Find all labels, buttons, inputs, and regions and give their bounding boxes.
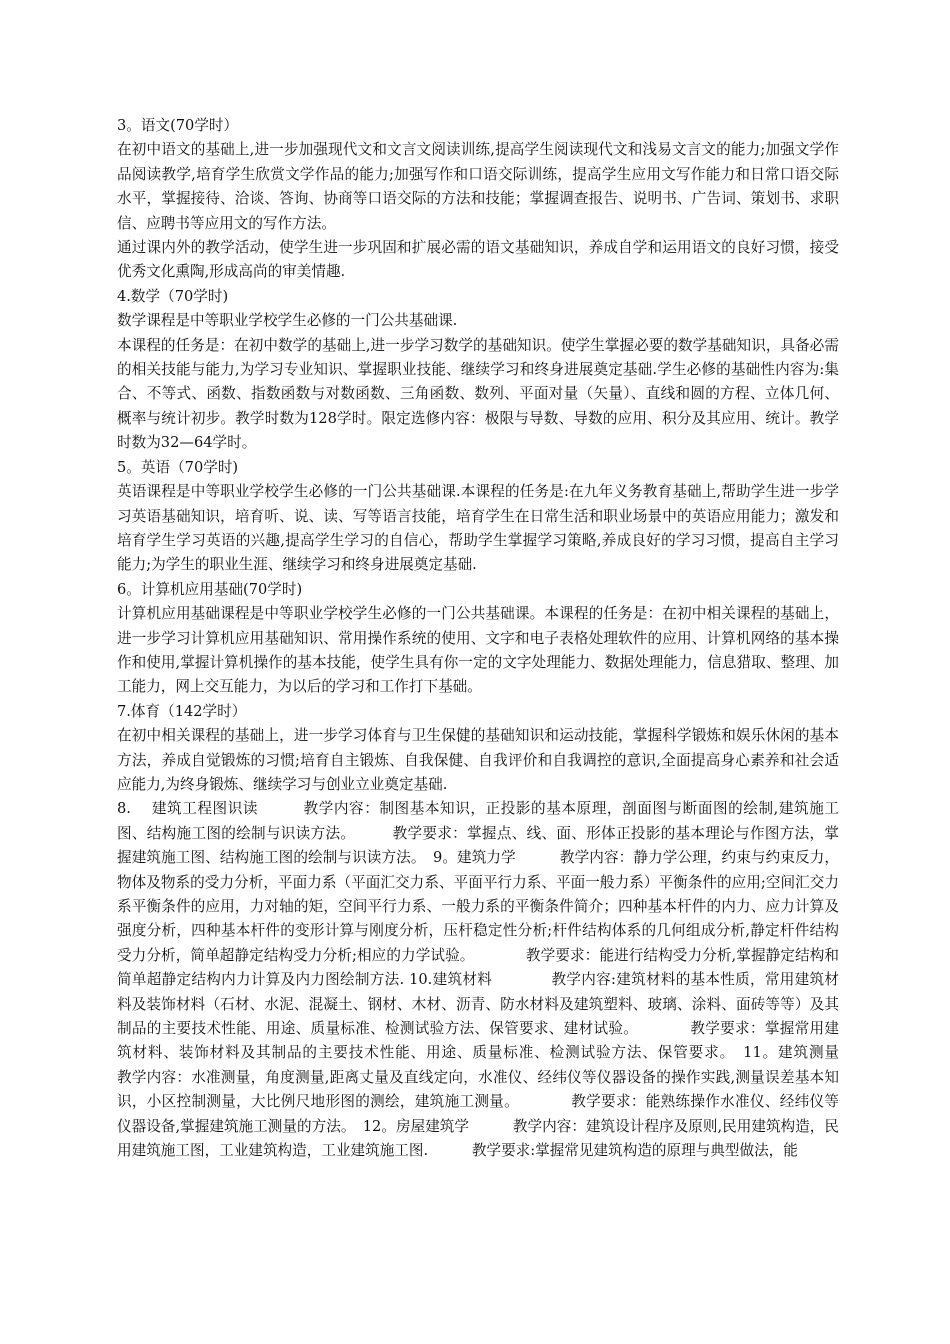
paragraph-math-intro: 数学课程是中等职业学校学生必修的一门公共基础课. [117, 312, 458, 330]
paragraph-computer-description: 计算机应用基础课程是中等职业学校学生必修的一门公共基础课。本课程的任务是：在初中相关课程的基础上，进一步学习计算机应用基础知识、常用操作系统的使用、文字和电子表格处理软件的应用、计算机网络的基本操作和使用,掌握计算机操作的基本技能，使学生具有你一定的文字处理能力、数据处理能力，信息猎取、整理、加工能力，网上交互能力，为以后的学习和工作打下基础。 [117, 605, 839, 696]
heading-math-course: 4.数学（70学时) [117, 287, 229, 305]
heading-pe-course: 7.体育（142学时） [117, 702, 247, 720]
heading-english-course: 5。英语（70学时) [117, 458, 239, 476]
paragraph-construction-courses: 8. 建筑工程图识读 教学内容：制图基本知识，正投影的基本原理，剖面图与断面图的绘制,建筑施工图、结构施工图的绘制与识读方法。 教学要求：掌握点、线、面、形体正投影的基本理论与作图方法，掌握建筑施工图、结构施工图的绘制与识读方法。 9。建筑力学 教学内容：静力学公理，约束与约束反力，物体及物系的受力分析，平面力系（平面汇交力系、平面平行力系、平面一般力系）平衡条件的应用;空间汇交力系平衡条件的应用，力对轴的矩，空间平行力系、一般力系的平衡条件简介；四种基本杆件的内力、应力计算及强度分析，四种基本杆件的变形计算与刚度分析，压杆稳定性分析;杆件结构体系的几何组成分析,静定杆件结构受力分析，简单超静定结构受力分析;相应的力学试验。 教学要求：能进行结构受力分析,掌握静定结构和简单超静定结构内力计算及内力图绘制方法. 10.建筑材料 教学内容:建筑材料的基本性质，常用建筑材料及装饰材料（石材、水泥、混凝土、钢材、木材、沥青、防水材料及建筑塑料、玻璃、涂料、面砖等等）及其制品的主要技术性能、用途、质量标准、检测试验方法、保管要求、建材试验。 教学要求：掌握常用建筑材料、装饰材料及其制品的主要技术性能、用途、质量标准、检测试验方法、保管要求。 11。建筑测量 教学内容：水准测量，角度测量,距离丈量及直线定向，水准仪、经纬仪等仪器设备的操作实践,测量误差基本知识，小区控制测量，大比例尺地形图的测绘，建筑施工测量。 教学要求：能熟练操作水准仪、经纬仪等仪器设备,掌握建筑施工测量的方法。 12。房屋建筑学 教学内容：建筑设计程序及原则,民用建筑构造，民用建筑施工图，工业建筑构造，工业建筑施工图. 教学要求:掌握常见建筑构造的原理与典型做法，能 [117, 800, 898, 1160]
paragraph-chinese-goals: 通过课内外的教学活动，使学生进一步巩固和扩展必需的语文基础知识，养成自学和运用语文的良好习惯，接受优秀文化熏陶,形成高尚的审美情趣. [117, 239, 839, 281]
paragraph-chinese-description: 在初中语文的基础上,进一步加强现代文和文言文阅读训练,提高学生阅读现代文和浅易文言文的能力;加强文学作品阅读教学,培育学生欣赏文学作品的能力;加强写作和口语交际训练，提高学生应用文写作能力和日常口语交际水平，掌握接待、洽谈、答询、协商等口语交际的方法和技能；掌握调查报告、说明书、广告词、策划书、求职信、应聘书等应用文的写作方法。 [117, 141, 839, 232]
paragraph-math-description: 本课程的任务是：在初中数学的基础上,进一步学习数学的基础知识。使学生掌握必要的数学基础知识，具备必需的相关技能与能力,为学习专业知识、掌握职业技能、继续学习和终身进展奠定基础.学生必修的基础性内容为:集合、不等式、函数、指数函数与对数函数、三角函数、数列、平面对量（矢量）、直线和圆的方程、立体几何、概率与统计初步。教学时数为128学时。限定选修内容：极限与导数、导数的应用、积分及其应用、统计。教学时数为32—64学时。 [117, 336, 839, 452]
paragraph-english-description: 英语课程是中等职业学校学生必修的一门公共基础课.本课程的任务是:在九年义务教育基础上,帮助学生进一步学习英语基础知识，培育听、说、读、写等语言技能，培育学生在日常生活和职业场景中的英语应用能力；激发和培育学生学习英语的兴趣,提高学生学习的自信心，帮助学生掌握学习策略,养成良好的学习习惯，提高自主学习能力;为学生的职业生涯、继续学习和终身进展奠定基础. [117, 483, 839, 574]
paragraph-pe-description: 在初中相关课程的基础上，进一步学习体育与卫生保健的基础知识和运动技能，掌握科学锻炼和娱乐休闲的基本方法，养成自觉锻炼的习惯;培育自主锻炼、自我保健、自我评价和自我调控的意识,全面提高身心素养和社会适应能力,为终身锻炼、继续学习与创业立业奠定基础. [117, 727, 839, 793]
heading-computer-course: 6。计算机应用基础(70学时) [117, 580, 303, 598]
heading-chinese-course: 3。语文(70学时） [117, 117, 239, 134]
document-body [117, 114, 898, 1163]
